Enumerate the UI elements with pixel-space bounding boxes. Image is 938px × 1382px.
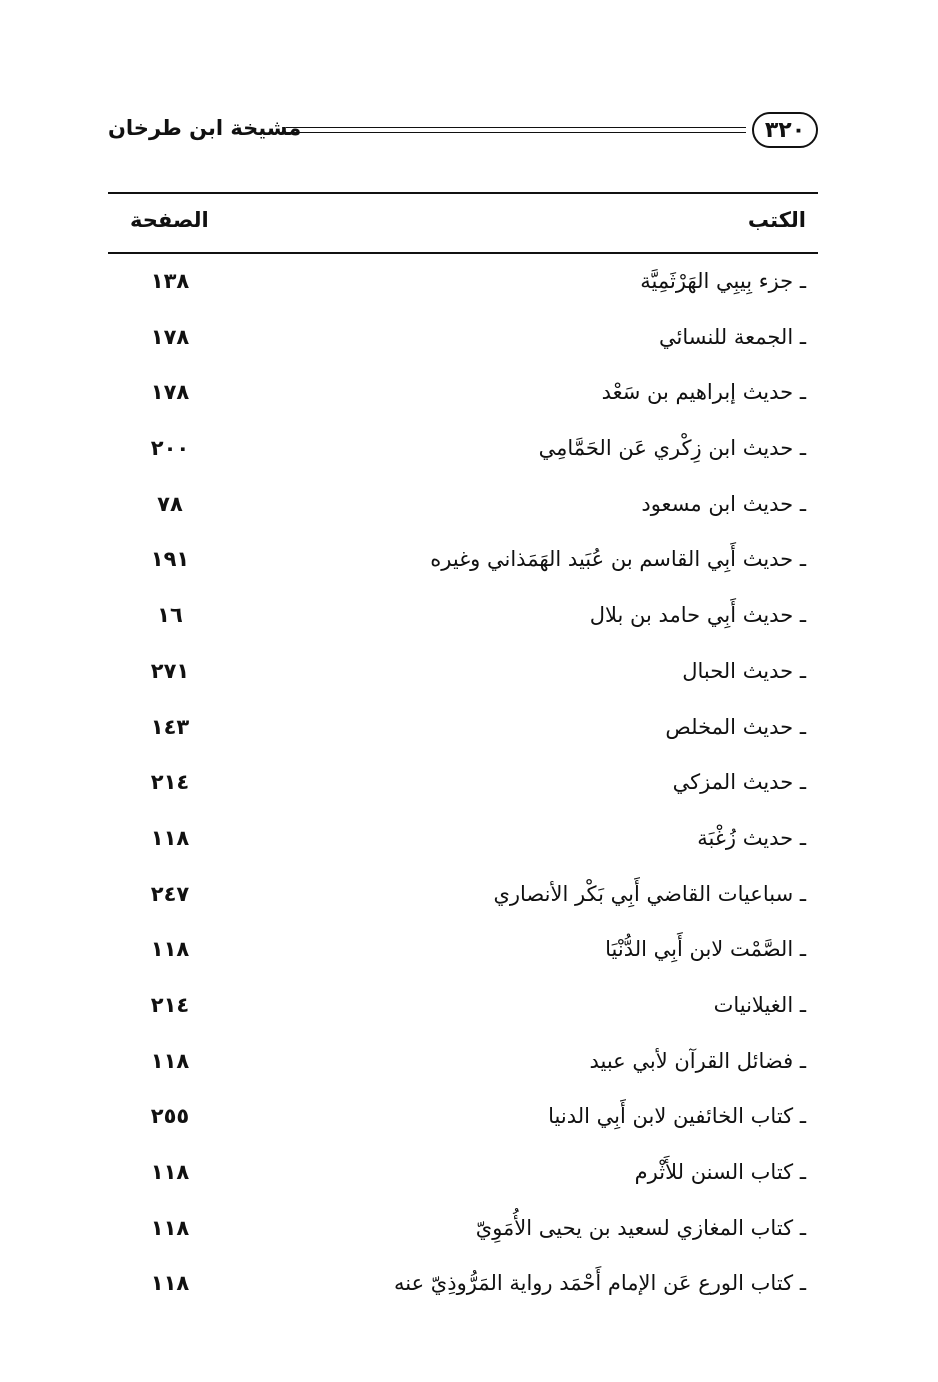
- book-name: ـ كتاب المغازي لسعيد بن يحيى الأُمَوِيّ: [475, 1215, 806, 1240]
- table-row: [108, 1090, 818, 1146]
- page-ref: ٢١٤: [150, 992, 190, 1017]
- book-title: مشيخة ابن طرخان: [108, 116, 302, 140]
- page-ref: ٢٥٥: [150, 1104, 190, 1129]
- book-name: ـ حديث أَبِي القاسم بن عُبَيد الهَمَذاني وغيره: [430, 547, 806, 572]
- table-row: [108, 533, 818, 589]
- page-ref: ١١٨: [150, 937, 190, 962]
- table-row: [108, 589, 818, 645]
- page-ref: ١١٨: [150, 1048, 190, 1073]
- book-name: ـ حديث الحبال: [682, 658, 806, 683]
- page-ref: ١٧٨: [150, 380, 190, 405]
- page-ref: ٧٨: [157, 491, 183, 516]
- page-ref: ٢٧١: [150, 658, 190, 683]
- table-row: [108, 1257, 818, 1313]
- index-table: [108, 192, 818, 1313]
- book-name: ـ الجمعة للنسائي: [659, 324, 806, 349]
- table-row: [108, 812, 818, 868]
- page-ref: ١١٨: [150, 825, 190, 850]
- index-rows: [108, 255, 818, 1313]
- page-ref: ٢٤٧: [150, 881, 190, 906]
- table-row: [108, 868, 818, 924]
- page-ref: ١٤٣: [150, 714, 190, 739]
- book-name: ـ حديث المزكي: [672, 770, 806, 795]
- table-row: [108, 645, 818, 701]
- book-name: ـ حديث زُغْبَة: [697, 825, 806, 850]
- book-name: ـ حديث ابن زِكْري عَن الحَمَّامِي: [538, 436, 806, 461]
- table-row: [108, 478, 818, 534]
- book-name: ـ جزء بِيبِي الهَرْثَمِيَّة: [640, 269, 806, 293]
- book-name: ـ حديث إبراهيم بن سَعْد: [601, 380, 806, 405]
- book-name: ـ سباعيات القاضي أَبِي بَكْر الأنصاري: [493, 881, 806, 906]
- table-row: [108, 255, 818, 311]
- book-name: ـ فضائل القرآن لأبي عبيد: [589, 1048, 806, 1073]
- book-name: ـ الغيلانيات: [713, 992, 806, 1017]
- page-ref: ٢٠٠: [150, 436, 190, 461]
- table-row: [108, 923, 818, 979]
- table-header: [108, 194, 818, 254]
- book-name: ـ حديث المخلص: [665, 714, 806, 739]
- table-row: [108, 422, 818, 478]
- column-header-page: الصفحة: [130, 208, 209, 232]
- page-ref: ١٦: [157, 603, 183, 628]
- column-header-books: الكتب: [747, 208, 806, 232]
- book-name: ـ كتاب الخائفين لابن أَبِي الدنيا: [548, 1104, 806, 1129]
- page-ref: ١٩١: [150, 547, 190, 572]
- table-row: [108, 1035, 818, 1091]
- book-name: ـ حديث ابن مسعود: [641, 491, 806, 516]
- table-row: [108, 311, 818, 367]
- book-name: ـ كتاب الورع عَن الإمام أَحْمَد رواية المَرُّوذِيّ عنه: [393, 1271, 806, 1296]
- table-row: [108, 701, 818, 757]
- book-name: ـ حديث أَبِي حامد بن بلال: [589, 603, 806, 628]
- page-number-badge: [752, 112, 818, 148]
- table-row: [108, 756, 818, 812]
- table-row: [108, 1146, 818, 1202]
- table-row: [108, 366, 818, 422]
- page-ref: ١١٨: [150, 1160, 190, 1184]
- header-rule: [286, 127, 746, 133]
- table-row: [108, 979, 818, 1035]
- page-ref: ١٣٨: [150, 269, 190, 293]
- table-row: [108, 1202, 818, 1258]
- page-ref: ٢١٤: [150, 770, 190, 795]
- book-name: ـ كتاب السنن للأَثْرم: [634, 1160, 806, 1184]
- page-ref: ١١٨: [150, 1215, 190, 1240]
- book-name: ـ الصَّمْت لابن أَبِي الدُّنْيَا: [605, 937, 806, 962]
- page-number: ٣٢٠: [764, 117, 806, 143]
- page-ref: ١٧٨: [150, 324, 190, 349]
- page-ref: ١١٨: [150, 1271, 190, 1296]
- running-header: [108, 112, 818, 158]
